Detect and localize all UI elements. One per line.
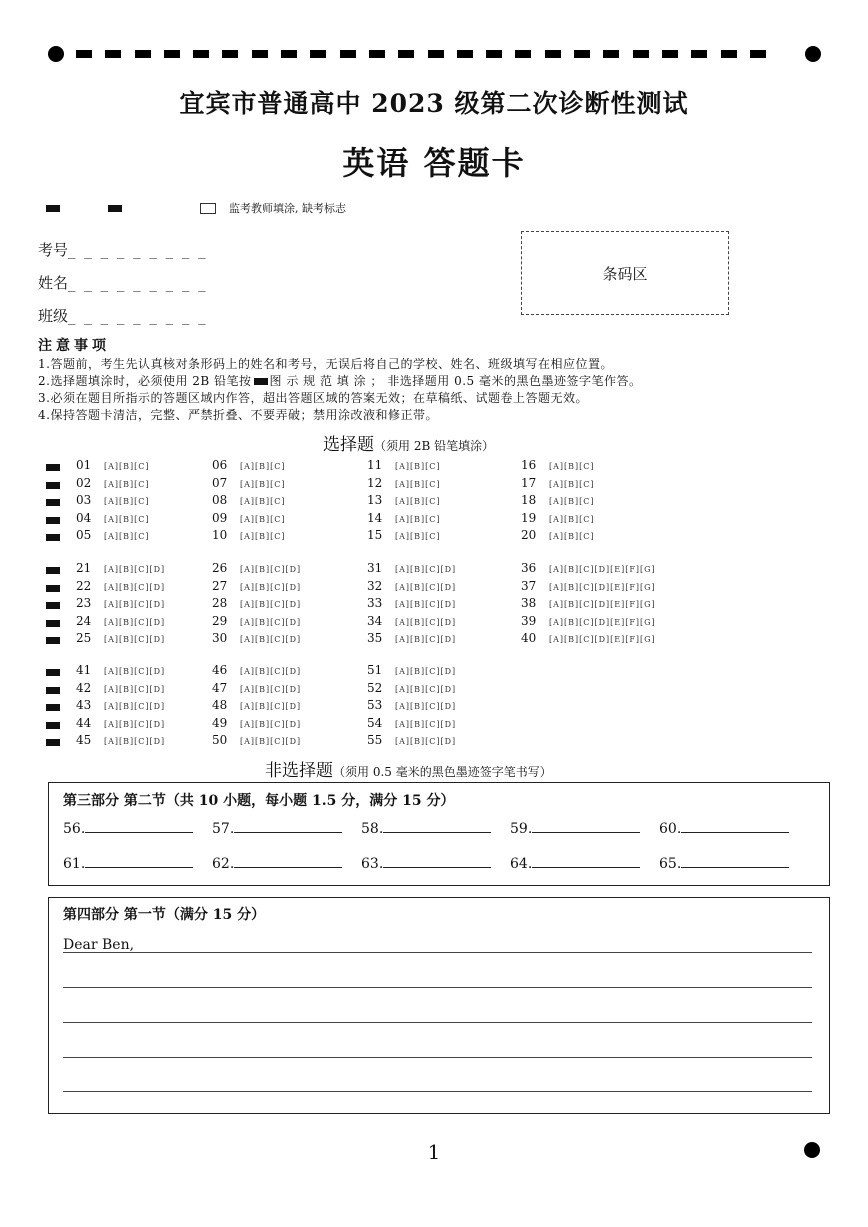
choice-question[interactable] <box>367 663 456 677</box>
answer-options[interactable]: [A][B][C][D] <box>240 565 302 574</box>
answer-blank[interactable] <box>212 818 342 837</box>
answer-options[interactable]: [A][B][C][D] <box>395 635 457 644</box>
field-line: _ _ _ _ _ _ _ _ _ <box>68 241 208 259</box>
dash-segment <box>76 50 92 58</box>
answer-options[interactable]: [A][B][C] <box>104 514 150 524</box>
choice-question[interactable] <box>367 596 456 610</box>
choice-question[interactable] <box>76 561 165 575</box>
blank-number: 60. <box>659 821 682 837</box>
question-number: 35 <box>367 631 383 645</box>
dash-segment <box>135 50 151 58</box>
writing-line[interactable] <box>63 987 812 988</box>
choice-question[interactable] <box>212 493 286 507</box>
part4-box <box>48 897 830 1114</box>
answer-options[interactable]: [A][B][C][D] <box>240 582 302 592</box>
blank-number: 63. <box>361 856 384 872</box>
question-number: 55 <box>367 733 383 747</box>
dash-segment <box>574 50 590 58</box>
answer-options[interactable]: [A][B][C] <box>395 532 441 541</box>
choice-question[interactable] <box>367 733 456 747</box>
question-number: 23 <box>76 596 92 610</box>
field-label: 考号 <box>38 241 69 259</box>
answer-options[interactable]: [A][B][C] <box>104 532 150 541</box>
position-mark <box>46 637 60 644</box>
choice-question[interactable] <box>212 614 301 628</box>
answer-options[interactable]: [A][B][C] <box>549 462 595 471</box>
choice-question[interactable] <box>212 631 301 645</box>
answer-options[interactable]: [A][B][C][D] <box>104 565 166 574</box>
answer-options[interactable]: [A][B][C][D] <box>104 702 166 711</box>
notes-title: 注意事项 <box>38 338 110 354</box>
answer-options[interactable]: [A][B][C] <box>240 532 286 541</box>
card-subtitle: 英语 答题卡 <box>342 144 526 182</box>
answer-options[interactable]: [A][B][C][D][E][F][G] <box>549 600 656 609</box>
question-number: 52 <box>367 680 383 695</box>
position-mark <box>46 687 60 694</box>
question-number: 28 <box>212 596 228 610</box>
dash-segment <box>428 50 444 58</box>
position-mark <box>46 567 60 574</box>
absent-checkbox[interactable] <box>200 203 216 214</box>
choice-question[interactable] <box>212 561 301 575</box>
blank-line[interactable] <box>85 818 193 833</box>
choice-question[interactable] <box>367 716 456 730</box>
note-item-part: 2.选择题填涂时，必须使用 2B 铅笔按 <box>38 374 252 388</box>
answer-options[interactable]: [A][B][C] <box>395 514 441 524</box>
answer-options[interactable]: [A][B][C][D][E][F][G] <box>549 582 656 592</box>
answer-options[interactable]: [A][B][C][D] <box>240 719 302 729</box>
blank-number: 61. <box>63 856 86 872</box>
question-number: 49 <box>212 715 228 730</box>
question-number: 04 <box>76 510 92 525</box>
answer-options[interactable]: [A][B][C] <box>395 462 441 471</box>
question-number: 05 <box>76 528 92 542</box>
question-number: 08 <box>212 493 228 507</box>
choice-question[interactable] <box>367 458 441 472</box>
answer-options[interactable]: [A][B][C] <box>240 514 286 524</box>
choice-question[interactable] <box>521 476 595 490</box>
choice-question[interactable] <box>367 511 441 525</box>
answer-blank[interactable] <box>361 818 491 837</box>
question-number: 01 <box>76 458 92 472</box>
dash-segment <box>281 50 297 58</box>
answer-options[interactable]: [A][B][C][D] <box>240 684 302 694</box>
position-mark <box>46 585 60 592</box>
answer-options[interactable]: [A][B][C] <box>549 514 595 524</box>
question-number: 53 <box>367 698 383 712</box>
choice-question[interactable] <box>212 681 301 695</box>
dash-segment <box>105 50 121 58</box>
question-number: 40 <box>521 631 537 645</box>
answer-options[interactable]: [A][B][C][D] <box>395 600 457 609</box>
dash-segment <box>222 50 238 58</box>
page-number: 1 <box>427 1140 441 1164</box>
choice-question[interactable] <box>521 511 595 525</box>
note-item: 1.答题前，考生先认真核对条形码上的姓名和考号，无误后将自己的学校、姓名、班级填写在相应位置。 <box>38 357 613 371</box>
answer-options[interactable]: [A][B][C][D] <box>395 684 457 694</box>
question-number: 20 <box>521 528 537 542</box>
choice-question[interactable] <box>212 579 301 593</box>
position-mark <box>46 499 60 506</box>
exam-number-field[interactable] <box>38 239 208 260</box>
question-number: 12 <box>367 475 383 490</box>
choice-question[interactable] <box>212 528 286 542</box>
choice-question[interactable] <box>212 476 286 490</box>
choice-question[interactable] <box>76 579 165 593</box>
question-number: 33 <box>367 596 383 610</box>
question-number: 14 <box>367 510 383 525</box>
blank-line[interactable] <box>234 818 342 833</box>
answer-blank[interactable] <box>510 853 640 872</box>
blank-number: 57. <box>212 821 235 837</box>
choice-question[interactable] <box>76 631 165 645</box>
answer-options[interactable]: [A][B][C] <box>549 479 595 489</box>
note-item-part: 图 示 规 范 填 涂 ； 非选择题用 0.5 毫米的黑色墨迹签字笔作答。 <box>269 374 642 388</box>
question-number: 41 <box>76 663 92 677</box>
dash-segment <box>662 50 678 58</box>
writing-line[interactable] <box>63 1091 812 1092</box>
part4-title: 第四部分 第一节（满分 15 分） <box>63 907 266 923</box>
dash-segment <box>721 50 737 58</box>
question-number: 21 <box>76 561 92 575</box>
answer-options[interactable]: [A][B][C] <box>104 497 150 506</box>
field-line: _ _ _ _ _ _ _ _ _ <box>68 307 208 325</box>
blank-line[interactable] <box>681 818 789 833</box>
question-number: 25 <box>76 631 92 645</box>
choice-question[interactable] <box>367 614 456 628</box>
dash-segment <box>603 50 619 58</box>
blank-line[interactable] <box>383 853 491 868</box>
writing-line[interactable] <box>63 1057 812 1058</box>
choice-question[interactable] <box>76 663 165 677</box>
position-mark <box>108 205 122 212</box>
blank-number: 64. <box>510 856 533 872</box>
answer-options[interactable]: [A][B][C][D][E][F][G] <box>549 635 656 644</box>
question-number: 26 <box>212 561 228 575</box>
answer-options[interactable]: [A][B][C] <box>395 479 441 489</box>
choice-question[interactable] <box>76 493 150 507</box>
answer-options[interactable]: [A][B][C][D] <box>240 635 302 644</box>
choice-question[interactable] <box>367 561 456 575</box>
choice-question[interactable] <box>521 561 656 575</box>
choice-question[interactable] <box>521 631 656 645</box>
question-number: 45 <box>76 733 92 747</box>
question-number: 24 <box>76 613 92 628</box>
exam-title: 宜宾市普通高中 2023 级第二次诊断性测试 <box>179 89 689 118</box>
blank-line[interactable] <box>234 853 342 868</box>
choice-question[interactable] <box>76 596 165 610</box>
question-number: 50 <box>212 733 228 747</box>
answer-options[interactable]: [A][B][C] <box>549 497 595 506</box>
choice-question[interactable] <box>521 458 595 472</box>
answer-options[interactable]: [A][B][C] <box>104 479 150 489</box>
choice-question[interactable] <box>212 458 286 472</box>
position-mark <box>46 517 60 524</box>
question-number: 02 <box>76 475 92 490</box>
nonchoice-title-note: （须用 0.5 毫米的黑色墨迹签字笔书写） <box>333 765 552 779</box>
position-mark <box>46 534 60 541</box>
question-number: 47 <box>212 680 228 695</box>
position-mark <box>46 205 60 212</box>
alignment-dot-left <box>48 46 64 62</box>
answer-blank[interactable] <box>63 853 193 872</box>
choice-section-title <box>323 430 494 455</box>
dash-segment <box>515 50 531 58</box>
choice-question[interactable] <box>367 631 456 645</box>
choice-title-text: 选择题 <box>323 435 374 455</box>
answer-options[interactable]: [A][B][C] <box>549 532 595 541</box>
choice-question[interactable] <box>76 698 165 712</box>
class-field[interactable] <box>38 305 208 326</box>
position-mark <box>46 739 60 746</box>
alignment-dot-bottom <box>804 1142 820 1158</box>
choice-question[interactable] <box>76 511 150 525</box>
answer-options[interactable]: [A][B][C][D] <box>395 737 457 746</box>
position-mark <box>46 464 60 471</box>
field-label: 姓名 <box>38 274 69 292</box>
question-number: 46 <box>212 663 228 677</box>
dash-segment <box>164 50 180 58</box>
answer-options[interactable]: [A][B][C][D] <box>395 719 457 729</box>
question-number: 13 <box>367 493 383 507</box>
blank-number: 65. <box>659 856 682 872</box>
fill-example-mark <box>254 378 268 385</box>
question-number: 09 <box>212 510 228 525</box>
question-number: 42 <box>76 680 92 695</box>
answer-options[interactable]: [A][B][C][D] <box>240 600 302 609</box>
position-mark <box>46 620 60 627</box>
question-number: 06 <box>212 458 228 472</box>
question-number: 54 <box>367 715 383 730</box>
choice-question[interactable] <box>521 528 595 542</box>
answer-blank[interactable] <box>510 818 640 837</box>
choice-question[interactable] <box>367 493 441 507</box>
answer-options[interactable]: [A][B][C][D] <box>240 617 302 627</box>
nonchoice-title-text: 非选择题 <box>265 761 333 781</box>
barcode-label: 条码区 <box>602 264 648 283</box>
position-mark <box>46 602 60 609</box>
question-number: 15 <box>367 528 383 542</box>
choice-question[interactable] <box>212 716 301 730</box>
choice-question[interactable] <box>521 596 656 610</box>
question-number: 07 <box>212 475 228 490</box>
answer-options[interactable]: [A][B][C][D] <box>395 582 457 592</box>
choice-title-note: （须用 2B 铅笔填涂） <box>374 439 495 453</box>
question-number: 11 <box>367 458 383 472</box>
note-item: 3.必须在题目所指示的答题区域内作答，超出答题区域的答案无效；在草稿纸、试题卷上答题无效。 <box>38 391 588 405</box>
nonchoice-section-title <box>265 756 552 781</box>
question-number: 51 <box>367 663 383 677</box>
choice-question[interactable] <box>521 493 595 507</box>
answer-options[interactable]: [A][B][C][D] <box>104 617 166 627</box>
answer-options[interactable]: [A][B][C] <box>104 462 150 471</box>
salutation: Dear Ben, <box>63 937 135 953</box>
choice-question[interactable] <box>521 579 656 593</box>
blank-number: 59. <box>510 821 533 837</box>
choice-question[interactable] <box>367 476 441 490</box>
dash-segment <box>340 50 356 58</box>
answer-options[interactable]: [A][B][C] <box>395 497 441 506</box>
answer-options[interactable]: [A][B][C][D][E][F][G] <box>549 617 656 627</box>
dash-segment <box>310 50 326 58</box>
question-number: 27 <box>212 578 228 593</box>
dash-segment <box>369 50 385 58</box>
question-number: 43 <box>76 698 92 712</box>
dash-segment <box>457 50 473 58</box>
question-number: 19 <box>521 510 537 525</box>
answer-options[interactable]: [A][B][C][D][E][F][G] <box>549 565 656 574</box>
answer-options[interactable]: [A][B][C][D] <box>395 667 457 676</box>
answer-options[interactable]: [A][B][C][D] <box>104 600 166 609</box>
choice-question[interactable] <box>76 476 150 490</box>
alignment-dot-right <box>805 46 821 62</box>
dash-segment <box>691 50 707 58</box>
answer-blank[interactable] <box>659 853 789 872</box>
question-number: 34 <box>367 613 383 628</box>
dash-segment <box>398 50 414 58</box>
choice-question[interactable] <box>76 458 150 472</box>
answer-options[interactable]: [A][B][C][D] <box>240 667 302 676</box>
dash-segment <box>633 50 649 58</box>
choice-question[interactable] <box>367 681 456 695</box>
question-number: 17 <box>521 475 537 490</box>
choice-question[interactable] <box>212 511 286 525</box>
question-number: 44 <box>76 715 92 730</box>
answer-options[interactable]: [A][B][C][D] <box>104 684 166 694</box>
answer-options[interactable]: [A][B][C][D] <box>395 617 457 627</box>
choice-question[interactable] <box>212 698 301 712</box>
question-number: 03 <box>76 493 92 507</box>
blank-number: 56. <box>63 821 86 837</box>
choice-question[interactable] <box>367 579 456 593</box>
field-label: 班级 <box>38 307 69 325</box>
dash-segment <box>193 50 209 58</box>
position-mark <box>46 704 60 711</box>
question-number: 30 <box>212 631 228 645</box>
choice-question[interactable] <box>76 716 165 730</box>
name-field[interactable] <box>38 272 208 293</box>
question-number: 22 <box>76 578 92 593</box>
field-line: _ _ _ _ _ _ _ _ _ <box>68 274 208 292</box>
writing-line[interactable] <box>63 952 812 953</box>
answer-options[interactable]: [A][B][C][D] <box>240 737 302 746</box>
blank-line[interactable] <box>532 818 640 833</box>
blank-line[interactable] <box>383 818 491 833</box>
answer-blank[interactable] <box>63 818 193 837</box>
question-number: 38 <box>521 596 537 610</box>
part3-title: 第三部分 第二节（共 10 小题，每小题 1.5 分，满分 15 分） <box>63 793 455 809</box>
blank-line[interactable] <box>681 853 789 868</box>
barcode-area <box>521 231 729 315</box>
position-mark <box>46 722 60 729</box>
question-number: 18 <box>521 493 537 507</box>
answer-options[interactable]: [A][B][C][D] <box>104 719 166 729</box>
choice-question[interactable] <box>76 733 165 747</box>
position-mark <box>46 669 60 676</box>
answer-options[interactable]: [A][B][C][D] <box>395 702 457 711</box>
top-dashed-border <box>76 50 766 58</box>
choice-question[interactable] <box>521 614 656 628</box>
question-number: 37 <box>521 578 537 593</box>
dash-segment <box>545 50 561 58</box>
choice-question[interactable] <box>76 681 165 695</box>
answer-options[interactable]: [A][B][C] <box>240 497 286 506</box>
answer-options[interactable]: [A][B][C] <box>240 462 286 471</box>
choice-question[interactable] <box>212 733 301 747</box>
answer-options[interactable]: [A][B][C] <box>240 479 286 489</box>
question-number: 36 <box>521 561 537 575</box>
answer-options[interactable]: [A][B][C][D] <box>395 565 457 574</box>
answer-blank[interactable] <box>659 818 789 837</box>
answer-options[interactable]: [A][B][C][D] <box>240 702 302 711</box>
answer-options[interactable]: [A][B][C][D] <box>104 667 166 676</box>
absent-label: 监考教师填涂, 缺考标志 <box>229 202 346 215</box>
dash-segment <box>486 50 502 58</box>
writing-line[interactable] <box>63 1022 812 1023</box>
question-number: 31 <box>367 561 383 575</box>
blank-line[interactable] <box>85 853 193 868</box>
blank-number: 62. <box>212 856 235 872</box>
question-number: 48 <box>212 698 228 712</box>
question-number: 10 <box>212 528 228 542</box>
blank-number: 58. <box>361 821 384 837</box>
choice-question[interactable] <box>212 596 301 610</box>
blank-line[interactable] <box>532 853 640 868</box>
dash-segment <box>750 50 766 58</box>
question-number: 29 <box>212 613 228 628</box>
question-number: 39 <box>521 613 537 628</box>
answer-options[interactable]: [A][B][C][D] <box>104 582 166 592</box>
choice-question[interactable] <box>76 528 150 542</box>
answer-blank[interactable] <box>212 853 342 872</box>
answer-options[interactable]: [A][B][C][D] <box>104 635 166 644</box>
answer-options[interactable]: [A][B][C][D] <box>104 737 166 746</box>
choice-question[interactable] <box>212 663 301 677</box>
note-item <box>38 372 641 389</box>
question-number: 32 <box>367 578 383 593</box>
note-item: 4.保持答题卡清洁，完整、严禁折叠、不要弄破；禁用涂改液和修正带。 <box>38 408 438 422</box>
question-number: 16 <box>521 458 537 472</box>
choice-question[interactable] <box>76 614 165 628</box>
choice-question[interactable] <box>367 698 456 712</box>
dash-segment <box>252 50 268 58</box>
position-mark <box>46 482 60 489</box>
choice-question[interactable] <box>367 528 441 542</box>
answer-blank[interactable] <box>361 853 491 872</box>
